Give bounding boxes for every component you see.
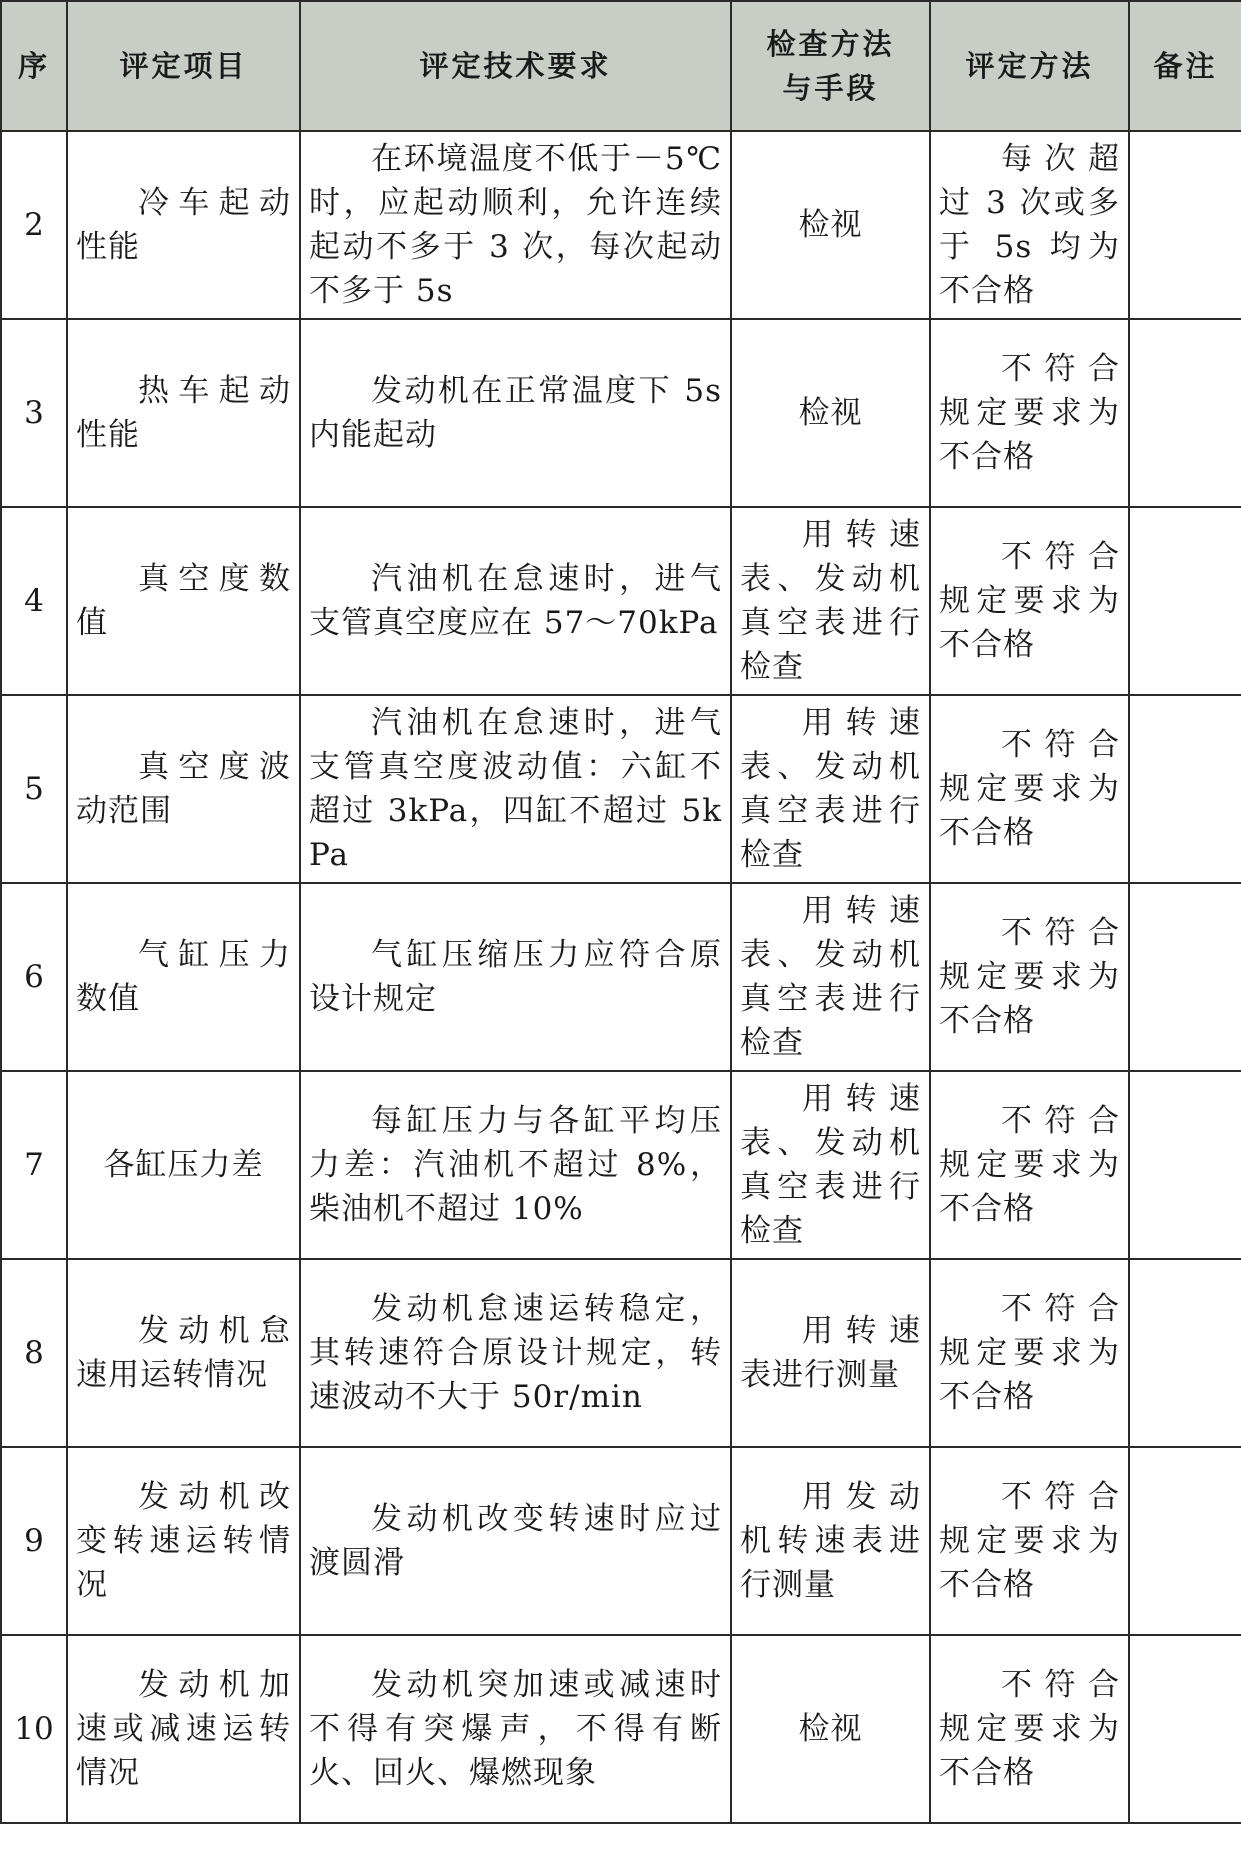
cell-no: 2 xyxy=(1,131,67,319)
header-no: 序 xyxy=(1,1,67,131)
cell-item: 气缸压力数值 xyxy=(67,883,300,1071)
cell-note xyxy=(1129,1447,1241,1635)
header-method: 评定方法 xyxy=(930,1,1129,131)
cell-method: 不符合规定要求为不合格 xyxy=(930,1447,1129,1635)
cell-requirement: 发动机改变转速时应过渡圆滑 xyxy=(300,1447,731,1635)
cell-note xyxy=(1129,1259,1241,1447)
cell-check-method: 用转速表、发动机真空表进行检查 xyxy=(731,507,930,695)
cell-requirement: 汽油机在怠速时，进气支管真空度波动值：六缸不超过 3kPa，四缸不超过 5kPa xyxy=(300,695,731,883)
cell-no: 6 xyxy=(1,883,67,1071)
cell-check-method: 用转速表、发动机真空表进行检查 xyxy=(731,883,930,1071)
cell-method: 不符合规定要求为不合格 xyxy=(930,883,1129,1071)
header-requirement: 评定技术要求 xyxy=(300,1,731,131)
cell-item: 各缸压力差 xyxy=(67,1071,300,1259)
cell-requirement: 发动机怠速运转稳定，其转速符合原设计规定，转速波动不大于 50r/min xyxy=(300,1259,731,1447)
cell-item: 冷车起动性能 xyxy=(67,131,300,319)
header-row xyxy=(1,1,1241,131)
cell-note xyxy=(1129,131,1241,319)
header-check-method xyxy=(731,1,930,131)
table-row xyxy=(1,883,1241,1071)
cell-item: 发动机怠速用运转情况 xyxy=(67,1259,300,1447)
cell-item: 发动机改变转速运转情况 xyxy=(67,1447,300,1635)
cell-check-method: 检视 xyxy=(731,131,930,319)
cell-requirement: 汽油机在怠速时，进气支管真空度应在 57～70kPa xyxy=(300,507,731,695)
header-note: 备注 xyxy=(1129,1,1241,131)
cell-check-method: 用转速表、发动机真空表进行检查 xyxy=(731,1071,930,1259)
cell-requirement: 在环境温度不低于－5℃时，应起动顺利，允许连续起动不多于 3 次，每次起动不多于 5s xyxy=(300,131,731,319)
cell-method: 每次超过 3 次或多于 5s 均为不合格 xyxy=(930,131,1129,319)
cell-method: 不符合规定要求为不合格 xyxy=(930,695,1129,883)
table-row xyxy=(1,1071,1241,1259)
cell-item: 真空度波动范围 xyxy=(67,695,300,883)
table-row xyxy=(1,507,1241,695)
cell-method: 不符合规定要求为不合格 xyxy=(930,319,1129,507)
table-body xyxy=(1,131,1241,1823)
cell-item: 热车起动性能 xyxy=(67,319,300,507)
cell-no: 5 xyxy=(1,695,67,883)
table-row xyxy=(1,1635,1241,1823)
cell-check-method: 检视 xyxy=(731,1635,930,1823)
cell-item: 真空度数值 xyxy=(67,507,300,695)
cell-note xyxy=(1129,1635,1241,1823)
cell-requirement: 发动机在正常温度下 5s 内能起动 xyxy=(300,319,731,507)
cell-note xyxy=(1129,883,1241,1071)
cell-method: 不符合规定要求为不合格 xyxy=(930,1071,1129,1259)
cell-no: 3 xyxy=(1,319,67,507)
cell-no: 9 xyxy=(1,1447,67,1635)
table-row xyxy=(1,1259,1241,1447)
cell-method: 不符合规定要求为不合格 xyxy=(930,1635,1129,1823)
cell-requirement: 发动机突加速或减速时不得有突爆声，不得有断火、回火、爆燃现象 xyxy=(300,1635,731,1823)
cell-method: 不符合规定要求为不合格 xyxy=(930,507,1129,695)
table-row xyxy=(1,1447,1241,1635)
cell-no: 8 xyxy=(1,1259,67,1447)
header-check-line2: 与手段 xyxy=(782,71,879,105)
cell-note xyxy=(1129,695,1241,883)
cell-item: 发动机加速或减速运转情况 xyxy=(67,1635,300,1823)
cell-check-method: 检视 xyxy=(731,319,930,507)
header-item: 评定项目 xyxy=(67,1,300,131)
table-row xyxy=(1,695,1241,883)
cell-check-method: 用发动机转速表进行测量 xyxy=(731,1447,930,1635)
cell-note xyxy=(1129,1071,1241,1259)
cell-note xyxy=(1129,507,1241,695)
table-row xyxy=(1,131,1241,319)
cell-check-method: 用转速表、发动机真空表进行检查 xyxy=(731,695,930,883)
table-row xyxy=(1,319,1241,507)
cell-no: 7 xyxy=(1,1071,67,1259)
cell-no: 10 xyxy=(1,1635,67,1823)
cell-requirement: 气缸压缩压力应符合原设计规定 xyxy=(300,883,731,1071)
cell-method: 不符合规定要求为不合格 xyxy=(930,1259,1129,1447)
cell-check-method: 用转速表进行测量 xyxy=(731,1259,930,1447)
cell-note xyxy=(1129,319,1241,507)
table-header xyxy=(1,1,1241,131)
cell-no: 4 xyxy=(1,507,67,695)
header-check-line1: 检查方法 xyxy=(766,27,895,61)
cell-requirement: 每缸压力与各缸平均压力差：汽油机不超过 8%，柴油机不超过 10% xyxy=(300,1071,731,1259)
